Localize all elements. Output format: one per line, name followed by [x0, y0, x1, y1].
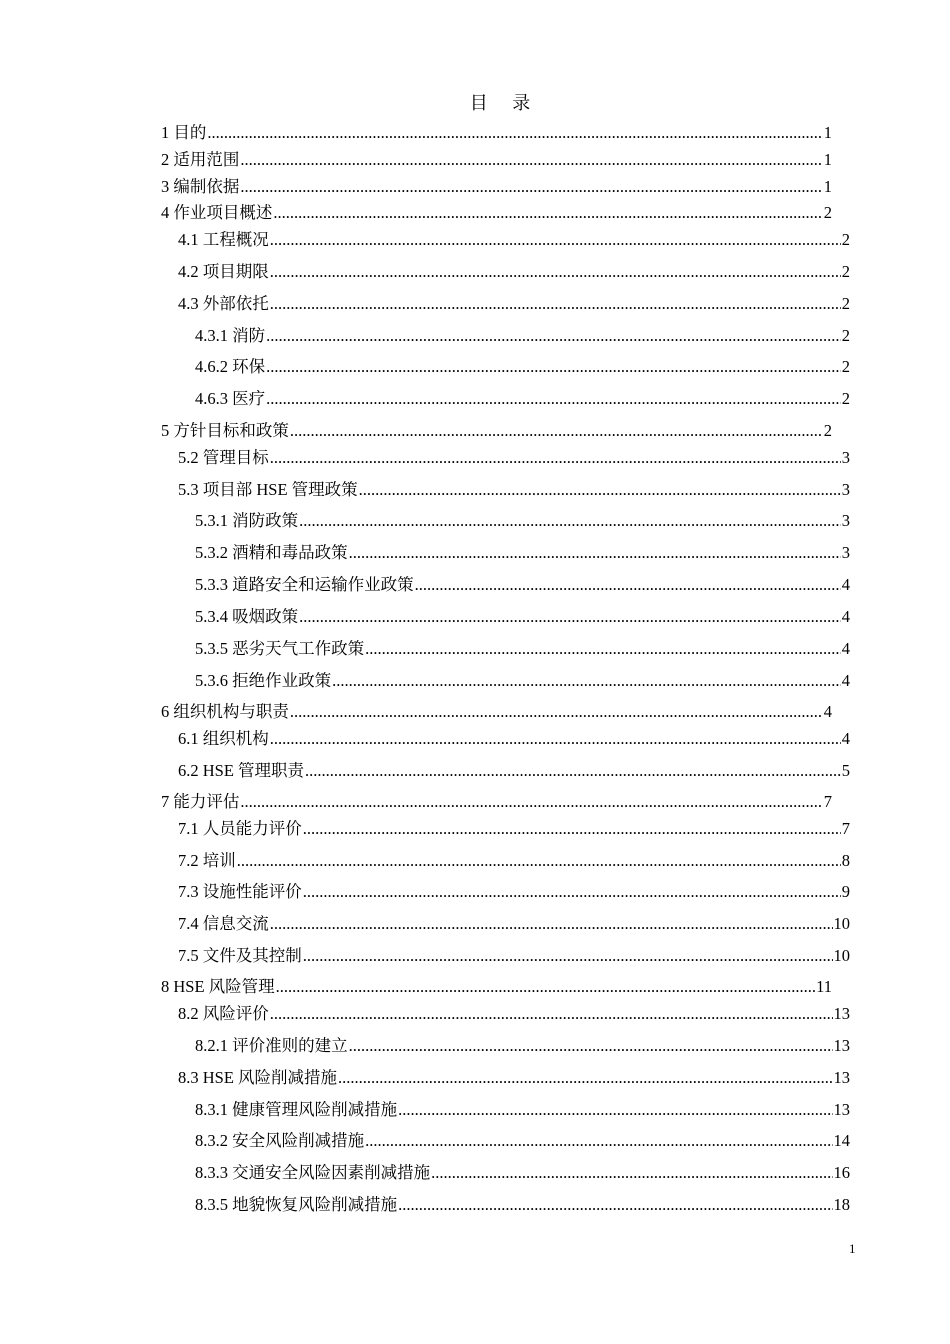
toc-entry-label: 5.3.3 道路安全和运输作业政策	[195, 575, 414, 594]
toc-entry-label: 7.4 信息交流	[178, 914, 269, 933]
toc-entry-label: 4.1 工程概况	[178, 230, 269, 249]
toc-entry[interactable]	[195, 1127, 850, 1151]
toc-entry-page: 10	[833, 946, 850, 965]
toc-entry-label: 7.3 设施性能评价	[178, 882, 302, 901]
toc-leader-dots	[398, 1195, 832, 1215]
toc-entry-label: 6.1 组织机构	[178, 729, 269, 748]
toc-leader-dots	[303, 819, 841, 839]
toc-entry-page: 16	[833, 1163, 850, 1182]
toc-entry[interactable]	[195, 603, 850, 627]
toc-entry[interactable]	[178, 942, 850, 966]
toc-entry-page: 4	[841, 729, 850, 748]
toc-leader-dots	[365, 639, 841, 659]
toc-leader-dots	[266, 389, 841, 409]
toc-entry[interactable]	[195, 571, 850, 595]
toc-leader-dots	[303, 946, 833, 966]
toc-entry[interactable]	[195, 1159, 850, 1183]
toc-entry[interactable]	[161, 173, 832, 197]
toc-entry-label: 4.2 项目期限	[178, 262, 269, 281]
toc-entry-page: 1	[823, 123, 832, 142]
toc-entry[interactable]	[195, 1096, 850, 1120]
toc-entry-label: 6 组织机构与职责	[161, 702, 289, 721]
toc-entry-page: 2	[823, 421, 832, 440]
toc-entry[interactable]	[178, 226, 850, 250]
toc-entry-label: 4.3.1 消防	[195, 326, 266, 345]
toc-entry[interactable]	[178, 1064, 850, 1088]
toc-entry-page: 13	[833, 1004, 850, 1023]
toc-entry-page: 11	[816, 977, 832, 996]
toc-leader-dots	[240, 150, 822, 170]
toc-leader-dots	[431, 1163, 832, 1183]
toc-entry[interactable]	[161, 119, 832, 143]
toc-entry-label: 8.3.2 安全风险削减措施	[195, 1131, 365, 1150]
toc-leader-dots	[299, 607, 841, 627]
toc-entry-page: 2	[841, 326, 850, 345]
toc-entry-page: 1	[823, 177, 832, 196]
toc-entry-label: 7.2 培训	[178, 851, 236, 870]
toc-entry[interactable]	[178, 815, 850, 839]
toc-entry-page: 1	[823, 150, 832, 169]
toc-entry[interactable]	[178, 476, 850, 500]
toc-entry-page: 3	[841, 543, 850, 562]
toc-entry[interactable]	[178, 258, 850, 282]
toc-entry-page: 4	[841, 575, 850, 594]
toc-leader-dots	[270, 294, 841, 314]
toc-entry[interactable]	[195, 1032, 850, 1056]
toc-entry-page: 7	[823, 792, 832, 811]
toc-entry[interactable]	[178, 444, 850, 468]
toc-entry-page: 2	[841, 389, 850, 408]
toc-entry-page: 4	[841, 607, 850, 626]
toc-entry[interactable]	[161, 698, 832, 722]
toc-entry[interactable]	[195, 353, 850, 377]
toc-leader-dots	[415, 575, 841, 595]
toc-entry-page: 3	[841, 448, 850, 467]
toc-leader-dots	[270, 262, 841, 282]
toc-entry-page: 10	[833, 914, 850, 933]
toc-entry-page: 7	[841, 819, 850, 838]
toc-leader-dots	[290, 421, 823, 441]
toc-entry-label: 6.2 HSE 管理职责	[178, 761, 305, 780]
toc-entry-label: 2 适用范围	[161, 150, 240, 169]
toc-leader-dots	[237, 851, 841, 871]
toc-leader-dots	[270, 914, 833, 934]
toc-entry[interactable]	[195, 385, 850, 409]
toc-entry-label: 4.6.3 医疗	[195, 389, 266, 408]
toc-entry-label: 7.1 人员能力评价	[178, 819, 302, 838]
toc-leader-dots	[240, 177, 822, 197]
toc-entry[interactable]	[195, 1191, 850, 1215]
toc-entry-page: 4	[841, 639, 850, 658]
toc-entry[interactable]	[178, 757, 850, 781]
toc-leader-dots	[270, 230, 841, 250]
toc-leader-dots	[338, 1068, 832, 1088]
toc-entry-label: 3 编制依据	[161, 177, 240, 196]
toc-entry-label: 1 目的	[161, 123, 207, 142]
toc-entry-page: 9	[841, 882, 850, 901]
toc-entry-page: 8	[841, 851, 850, 870]
toc-leader-dots	[359, 480, 841, 500]
toc-leader-dots	[273, 203, 822, 223]
footer-page-number: 1	[849, 1241, 856, 1256]
toc-entry-page: 3	[841, 511, 850, 530]
toc-entry-label: 4 作业项目概述	[161, 203, 273, 222]
toc-leader-dots	[332, 671, 841, 691]
toc-leader-dots	[398, 1100, 832, 1120]
toc-entry[interactable]	[195, 507, 850, 531]
toc-entry[interactable]	[161, 788, 832, 812]
toc-entry-label: 8.3.1 健康管理风险削减措施	[195, 1100, 398, 1119]
toc-entry-label: 7 能力评估	[161, 792, 240, 811]
toc-entry-label: 8.3.3 交通安全风险因素削减措施	[195, 1163, 431, 1182]
toc-entry-page: 18	[833, 1195, 850, 1214]
toc-entry[interactable]	[195, 539, 850, 563]
toc-leader-dots	[266, 357, 841, 377]
toc-entry-page: 13	[833, 1100, 850, 1119]
toc-entry[interactable]	[161, 973, 832, 997]
toc-leader-dots	[349, 1036, 833, 1056]
toc-leader-dots	[276, 977, 815, 997]
toc-entry-label: 8.2 风险评价	[178, 1004, 269, 1023]
toc-leader-dots	[207, 123, 822, 143]
toc-entry-page: 2	[841, 357, 850, 376]
toc-entry-page: 14	[833, 1131, 850, 1150]
toc-entry-page: 2	[841, 262, 850, 281]
toc-entry-label: 5.3.1 消防政策	[195, 511, 299, 530]
toc-entry-label: 5.3.6 拒绝作业政策	[195, 671, 332, 690]
toc-entry[interactable]	[178, 290, 850, 314]
toc-leader-dots	[290, 702, 823, 722]
toc-leader-dots	[266, 326, 841, 346]
toc-entry[interactable]	[178, 910, 850, 934]
toc-entry-label: 4.6.2 环保	[195, 357, 266, 376]
toc-entry[interactable]	[178, 1000, 850, 1024]
toc-entry[interactable]	[161, 417, 832, 441]
toc-entry[interactable]	[161, 199, 832, 223]
toc-entry-label: 7.5 文件及其控制	[178, 946, 302, 965]
toc-leader-dots	[303, 882, 841, 902]
toc-entry[interactable]	[178, 725, 850, 749]
toc-entry-page: 2	[841, 230, 850, 249]
toc-leader-dots	[270, 1004, 833, 1024]
toc-entry-label: 5.3 项目部 HSE 管理政策	[178, 480, 358, 499]
toc-entry-label: 5.3.5 恶劣天气工作政策	[195, 639, 365, 658]
toc-entry-page: 2	[841, 294, 850, 313]
toc-entry[interactable]	[195, 635, 850, 659]
toc-leader-dots	[299, 511, 841, 531]
toc-leader-dots	[270, 448, 841, 468]
toc-entry[interactable]	[195, 322, 850, 346]
toc-entry-page: 4	[841, 671, 850, 690]
toc-entry[interactable]	[195, 667, 850, 691]
toc-entry[interactable]	[161, 146, 832, 170]
toc-entry-page: 4	[823, 702, 832, 721]
toc-entry-page: 3	[841, 480, 850, 499]
toc-entry[interactable]	[178, 847, 850, 871]
toc-entry-label: 5.3.4 吸烟政策	[195, 607, 299, 626]
toc-entry-label: 8.2.1 评价准则的建立	[195, 1036, 348, 1055]
toc-title: 目 录	[469, 93, 541, 113]
toc-entry-label: 4.3 外部依托	[178, 294, 269, 313]
toc-leader-dots	[240, 792, 822, 812]
toc-entry-label: 5.2 管理目标	[178, 448, 269, 467]
toc-entry[interactable]	[178, 878, 850, 902]
toc-entry-page: 2	[823, 203, 832, 222]
toc-leader-dots	[349, 543, 841, 563]
toc-entry-page: 13	[833, 1068, 850, 1087]
toc-leader-dots	[270, 729, 841, 749]
toc-entry-label: 8 HSE 风险管理	[161, 977, 275, 996]
toc-entry-label: 5.3.2 酒精和毒品政策	[195, 543, 348, 562]
toc-leader-dots	[305, 761, 841, 781]
toc-entry-label: 8.3 HSE 风险削减措施	[178, 1068, 338, 1087]
toc-entry-label: 8.3.5 地貌恢复风险削减措施	[195, 1195, 398, 1214]
toc-entry-page: 13	[833, 1036, 850, 1055]
toc-entry-page: 5	[841, 761, 850, 780]
toc-leader-dots	[365, 1131, 832, 1151]
toc-entry-label: 5 方针目标和政策	[161, 421, 289, 440]
